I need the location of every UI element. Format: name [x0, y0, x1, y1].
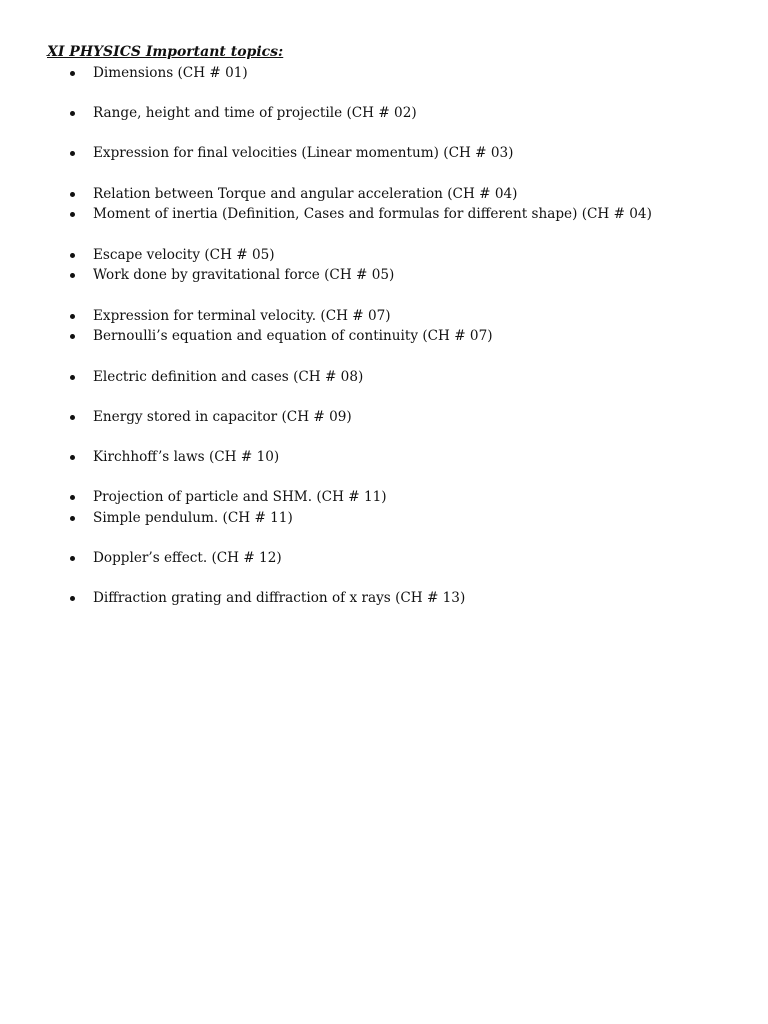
bullet-icon [70, 266, 76, 284]
bullet-icon [70, 246, 76, 264]
topic-text: Expression for terminal velocity. (CH # 07) [93, 308, 391, 324]
bullet-icon [70, 408, 76, 426]
bullet-icon [70, 448, 76, 466]
bullet-icon [70, 205, 76, 223]
bullet-icon [70, 509, 76, 527]
bullet-icon [70, 549, 76, 567]
bullet-icon [70, 185, 76, 203]
topic-text: Simple pendulum. (CH # 11) [93, 510, 293, 526]
topic-text: Work done by gravitational force (CH # 05) [93, 267, 395, 283]
bullet-icon [70, 144, 76, 162]
topic-text: Diffraction grating and diffraction of x rays (CH # 13) [93, 590, 466, 606]
bullet-icon [70, 104, 76, 122]
bullet-icon [70, 368, 76, 386]
topic-text: Range, height and time of projectile (CH # 02) [93, 105, 417, 121]
topic-text: Electric definition and cases (CH # 08) [93, 369, 364, 385]
topic-text: Doppler’s effect. (CH # 12) [93, 550, 282, 566]
topic-text: Energy stored in capacitor (CH # 09) [93, 409, 352, 425]
topic-text: Expression for final velocities (Linear momentum) (CH # 03) [93, 145, 514, 161]
topic-text: Projection of particle and SHM. (CH # 11) [93, 489, 387, 505]
bullet-icon [70, 589, 76, 607]
topic-text: Relation between Torque and angular acceleration (CH # 04) [93, 186, 518, 202]
topic-text: Kirchhoff’s laws (CH # 10) [93, 449, 280, 465]
document-title: XI PHYSICS Important topics: [47, 44, 284, 60]
bullet-icon [70, 307, 76, 325]
bullet-icon [70, 327, 76, 345]
topic-text: Escape velocity (CH # 05) [93, 247, 275, 263]
bullet-icon [70, 488, 76, 506]
topic-text: Dimensions (CH # 01) [93, 65, 248, 81]
topic-text: Bernoulli’s equation and equation of continuity (CH # 07) [93, 328, 493, 344]
bullet-icon [70, 64, 76, 82]
topic-text: Moment of inertia (Definition, Cases and formulas for different shape) (CH # 04) [93, 206, 652, 222]
